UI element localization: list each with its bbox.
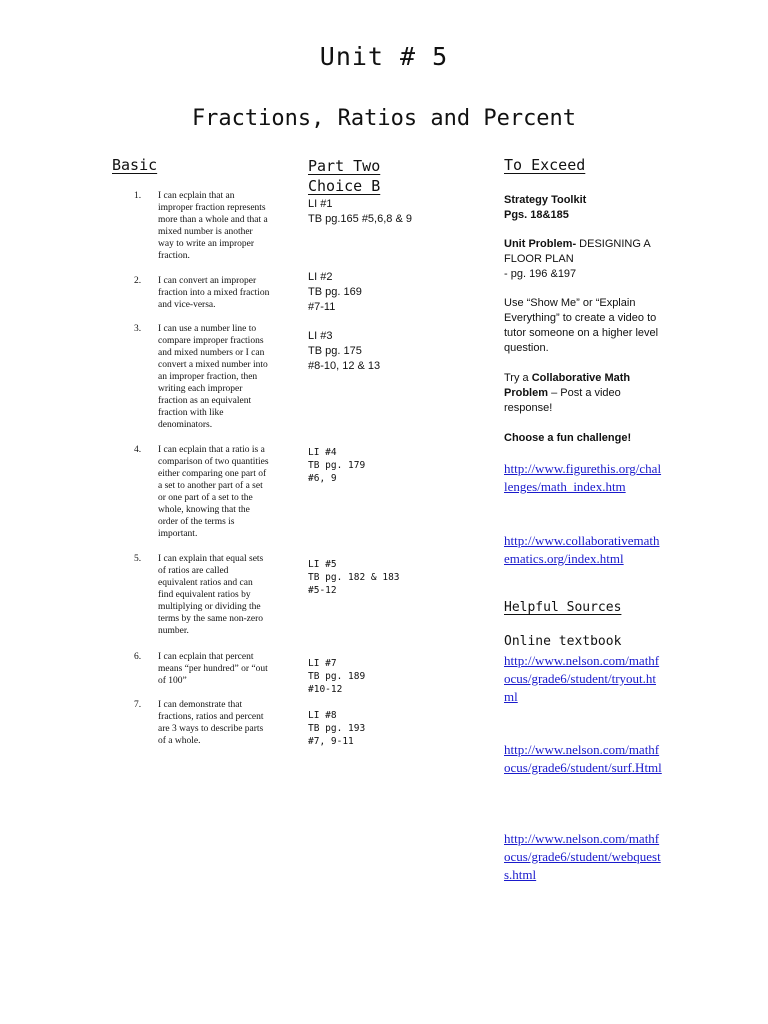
part-two-heading-line1: Part Two <box>308 157 381 175</box>
entry-line: TB pg. 193 <box>308 723 366 734</box>
nelson-tryout-link[interactable]: http://www.nelson.com/mathfocus/grade6/student/tryout.html <box>504 653 660 704</box>
nelson-webquests-link[interactable]: http://www.nelson.com/mathfocus/grade6/student/webquests.html <box>504 831 661 882</box>
entry-line: LI #1 <box>308 198 333 210</box>
entry-line: #10-12 <box>308 684 343 695</box>
entry-line: #5-12 <box>308 585 337 596</box>
entry-line: #7, 9-11 <box>308 736 354 747</box>
entry-line: #8-10, 12 & 13 <box>308 360 381 372</box>
part-two-entry <box>308 446 468 485</box>
entry-line: LI #5 <box>308 559 337 570</box>
entry-line: LI #3 <box>308 330 333 342</box>
toolkit-title: Strategy Toolkit <box>504 194 587 206</box>
entry-line: TB pg. 182 & 183 <box>308 572 400 583</box>
exceed-heading: To Exceed <box>504 156 586 174</box>
collaborativemathematics-link[interactable]: http://www.collaborativemathematics.org/index.html <box>504 533 660 566</box>
entry-line: LI #2 <box>308 271 333 283</box>
collab-post: – Post a video response! <box>504 387 621 414</box>
unit-problem-text: DESIGNING A FLOOR PLAN <box>504 238 651 265</box>
strategy-toolkit <box>504 193 664 223</box>
unit-problem <box>504 237 664 282</box>
entry-line: TB pg. 189 <box>308 671 366 682</box>
entry-line: TB pg. 169 <box>308 286 362 298</box>
list-item-text: I can explain that equal sets of ratios are called equivalent ratios and can find equivalent ratios by multiplying or dividing the terms by the same non-zero number. <box>158 554 264 636</box>
part-two-entry <box>308 197 468 227</box>
page-subtitle: Fractions, Ratios and Percent <box>191 106 577 131</box>
collab-bold: Collaborative Math Problem <box>504 372 631 399</box>
online-textbook-heading: Online textbook <box>504 634 622 649</box>
list-item-text: I can ecplain that a ratio is a comparison of two quantities either comparing one part of a set to another part of a set or one part of a set to the whole, knowing that the order of the terms is important. <box>158 445 269 539</box>
list-item-number: 3. <box>134 324 142 334</box>
entry-line: LI #4 <box>308 447 337 458</box>
collaborative-problem <box>504 371 664 416</box>
part-two-heading-line2: Choice B <box>308 177 381 195</box>
collab-pre: Try a <box>504 372 532 384</box>
list-item-text: I can convert an improper fraction into a mixed fraction and vice-versa. <box>158 276 270 310</box>
part-two-entry <box>308 558 468 597</box>
list-item-text: I can demonstrate that fractions, ratios and percent are 3 ways to describe parts of a whole. <box>158 700 264 746</box>
part-two-entry <box>308 709 468 748</box>
entry-line: TB pg.165 #5,6,8 & 9 <box>308 213 412 225</box>
list-item-number: 7. <box>134 700 142 710</box>
list-item-text: I can ecplain that percent means “per hundred” or “out of 100” <box>158 652 268 686</box>
toolkit-pages: Pgs. 18&185 <box>504 209 569 221</box>
entry-line: LI #8 <box>308 710 337 721</box>
list-item-number: 1. <box>134 191 142 201</box>
entry-line: TB pg. 175 <box>308 345 362 357</box>
helpful-sources-heading: Helpful Sources <box>504 600 622 615</box>
part-two-entry <box>308 270 468 315</box>
part-two-heading <box>308 156 458 196</box>
entry-line: #6, 9 <box>308 473 337 484</box>
list-item-number: 4. <box>134 445 142 455</box>
list-item-text: I can ecplain that an improper fraction represents more than a whole and that a mixed number is another way to write an improper fraction. <box>158 191 268 261</box>
part-two-entry <box>308 657 468 696</box>
list-item-text: I can use a number line to compare improper fractions and mixed numbers or I can convert a mixed number into an improper fraction, then writing each improper fraction as an equivalent fraction with like denominators. <box>158 324 268 430</box>
list-item-number: 6. <box>134 652 142 662</box>
basic-heading: Basic <box>112 156 158 174</box>
unit-problem-label: Unit Problem- <box>504 238 577 250</box>
part-two-entry <box>308 329 468 374</box>
list-item-number: 5. <box>134 554 142 564</box>
entry-line: #7-11 <box>308 301 336 313</box>
page-title: Unit # 5 <box>319 42 449 71</box>
video-instructions: Use “Show Me” or “Explain Everything” to create a video to tutor someone on a higher level question. <box>504 297 659 354</box>
list-item-number: 2. <box>134 276 142 286</box>
figurethis-link[interactable]: http://www.figurethis.org/challenges/math_index.htm <box>504 461 662 494</box>
nelson-surf-link[interactable]: http://www.nelson.com/mathfocus/grade6/student/surf.Html <box>504 742 662 775</box>
entry-line: TB pg. 179 <box>308 460 366 471</box>
challenge-heading: Choose a fun challenge! <box>504 432 632 444</box>
unit-problem-pages: - pg. 196 &197 <box>504 268 577 280</box>
entry-line: LI #7 <box>308 658 337 669</box>
